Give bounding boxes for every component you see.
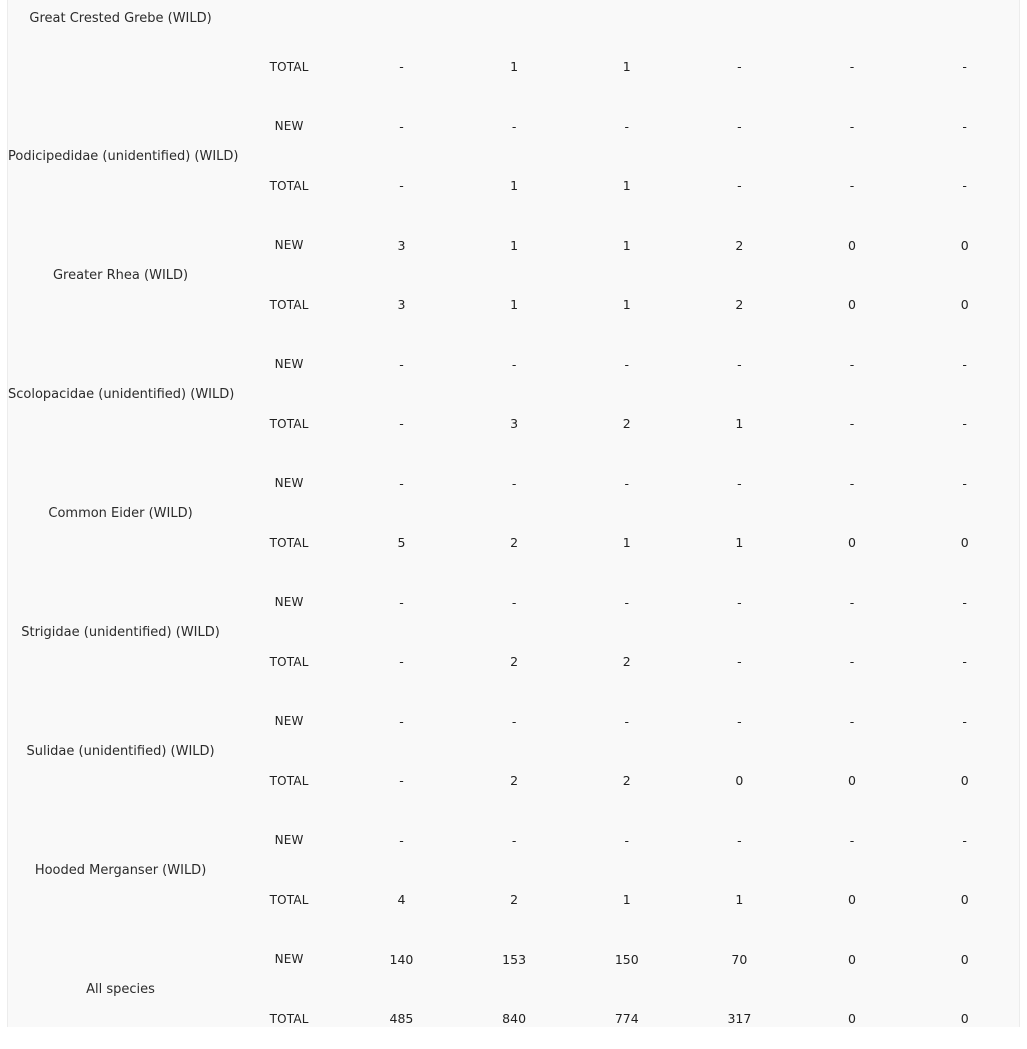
count-cell: 1	[622, 535, 631, 551]
count-cell: -	[849, 594, 855, 610]
row-type-label: TOTAL	[269, 773, 309, 788]
count-cell: -	[737, 59, 742, 75]
species-name: Common Eider (WILD)	[48, 505, 193, 521]
count-cell: 153	[502, 951, 527, 967]
row-type-label: NEW	[274, 119, 304, 134]
count-cell: 2	[510, 535, 519, 551]
count-cell: 2	[622, 654, 631, 670]
count-cell: 2	[510, 892, 519, 908]
count-cell: 1	[735, 416, 744, 432]
count-cell: -	[737, 356, 742, 372]
count-cell: 0	[848, 237, 856, 253]
table-row-total	[8, 37, 1021, 97]
count-cell: -	[849, 178, 855, 194]
table-row-new	[8, 573, 1021, 633]
count-cell: 5	[397, 535, 406, 551]
species-counts-table	[8, 0, 1021, 1049]
row-type-label: TOTAL	[269, 178, 309, 193]
table-row-new	[8, 216, 1021, 276]
count-cell: -	[624, 118, 629, 134]
table-row-new	[8, 97, 1021, 157]
row-type-label: NEW	[274, 476, 304, 491]
count-cell: -	[511, 713, 517, 729]
count-cell: -	[511, 594, 517, 610]
count-cell: 140	[389, 951, 414, 967]
count-cell: -	[962, 654, 967, 670]
count-cell: 0	[960, 237, 969, 253]
count-cell: 3	[397, 237, 406, 253]
count-cell: -	[624, 713, 629, 729]
count-cell: -	[849, 713, 855, 729]
count-cell: -	[511, 475, 517, 491]
count-cell: 2	[510, 654, 519, 670]
count-cell: -	[399, 416, 404, 432]
count-cell: -	[399, 654, 404, 670]
count-cell: -	[737, 654, 742, 670]
species-name: Greater Rhea (WILD)	[52, 267, 189, 283]
row-type-label: NEW	[274, 238, 304, 253]
table-row-new	[8, 930, 1021, 990]
count-cell: 0	[960, 951, 969, 967]
count-cell: -	[399, 118, 404, 134]
count-cell: -	[399, 832, 404, 848]
count-cell: -	[624, 475, 629, 491]
count-cell: -	[962, 59, 967, 75]
row-type-label: TOTAL	[269, 892, 309, 907]
count-cell: -	[737, 475, 742, 491]
species-name: Strigidae (unidentified) (WILD)	[21, 624, 220, 640]
species-table-panel	[7, 0, 1020, 1027]
count-cell: -	[737, 118, 742, 134]
row-type-label: TOTAL	[269, 654, 309, 669]
count-cell: 150	[614, 951, 639, 967]
table-body	[8, 0, 1021, 1049]
count-cell: 1	[735, 892, 744, 908]
count-cell: 0	[848, 892, 856, 908]
count-cell: -	[624, 356, 629, 372]
count-cell: -	[849, 118, 855, 134]
count-cell: 0	[960, 892, 969, 908]
count-cell: -	[399, 475, 404, 491]
count-cell: -	[962, 416, 967, 432]
count-cell: -	[962, 594, 967, 610]
count-cell: 774	[614, 1011, 639, 1027]
count-cell: -	[849, 59, 855, 75]
count-cell: 1	[510, 178, 519, 194]
species-name: Sulidae (unidentified) (WILD)	[26, 743, 215, 759]
count-cell: 1	[510, 59, 519, 75]
count-cell: 0	[960, 1011, 969, 1027]
count-cell: -	[399, 59, 404, 75]
count-cell: 2	[622, 773, 631, 789]
count-cell: 1	[510, 237, 519, 253]
count-cell: 1	[622, 178, 631, 194]
count-cell: 0	[735, 773, 744, 789]
count-cell: -	[399, 713, 404, 729]
count-cell: 1	[622, 297, 631, 313]
count-cell: -	[737, 713, 742, 729]
count-cell: -	[737, 832, 742, 848]
count-cell: 0	[960, 297, 969, 313]
count-cell: -	[511, 832, 517, 848]
table-row-new	[8, 335, 1021, 395]
table-row	[8, 0, 1021, 37]
count-cell: -	[737, 178, 742, 194]
count-cell: -	[962, 713, 967, 729]
species-name: Scolopacidae (unidentified) (WILD)	[8, 386, 235, 402]
count-cell: 1	[622, 892, 631, 908]
count-cell: 2	[735, 237, 744, 253]
count-cell: 0	[960, 535, 969, 551]
row-type-label: TOTAL	[269, 1011, 309, 1026]
row-type-label: TOTAL	[269, 416, 309, 431]
count-cell: -	[962, 356, 967, 372]
count-cell: -	[399, 356, 404, 372]
row-type-label: NEW	[274, 595, 304, 610]
row-type-label: TOTAL	[269, 535, 309, 550]
count-cell: -	[962, 475, 967, 491]
species-name: Hooded Merganser (WILD)	[34, 862, 207, 878]
count-cell: 4	[397, 892, 406, 908]
count-cell: 1	[622, 237, 631, 253]
row-type-label: NEW	[274, 714, 304, 729]
count-cell: 1	[735, 535, 744, 551]
species-name: Great Crested Grebe (WILD)	[29, 11, 212, 26]
count-cell: 1	[510, 297, 519, 313]
count-cell: -	[737, 594, 742, 610]
count-cell: 840	[502, 1011, 527, 1027]
count-cell: -	[511, 118, 517, 134]
count-cell: -	[962, 118, 967, 134]
count-cell: 0	[960, 773, 969, 789]
count-cell: 3	[397, 297, 406, 313]
count-cell: -	[962, 832, 967, 848]
species-name: All species	[86, 981, 155, 997]
count-cell: 2	[622, 416, 631, 432]
count-cell: -	[962, 178, 967, 194]
row-type-label: NEW	[274, 357, 304, 372]
count-cell: -	[511, 356, 517, 372]
count-cell: 317	[727, 1011, 752, 1027]
count-cell: 2	[735, 297, 744, 313]
count-cell: 0	[848, 297, 856, 313]
count-cell: 485	[389, 1011, 414, 1027]
count-cell: -	[849, 475, 855, 491]
row-type-label: NEW	[274, 833, 304, 848]
count-cell: 70	[731, 951, 748, 967]
count-cell: -	[399, 178, 404, 194]
count-cell: -	[849, 654, 855, 670]
count-cell: -	[849, 832, 855, 848]
count-cell: 0	[848, 773, 856, 789]
row-type-label: NEW	[274, 952, 304, 967]
count-cell: -	[849, 356, 855, 372]
table-row-new	[8, 454, 1021, 514]
count-cell: 1	[622, 59, 631, 75]
count-cell: -	[399, 773, 404, 789]
count-cell: 0	[848, 535, 856, 551]
count-cell: -	[399, 594, 404, 610]
count-cell: -	[849, 416, 855, 432]
row-type-label: TOTAL	[269, 59, 309, 74]
table-row-new	[8, 692, 1021, 752]
count-cell: 0	[848, 1011, 856, 1027]
count-cell: -	[624, 832, 629, 848]
count-cell: -	[624, 594, 629, 610]
count-cell: 2	[510, 773, 519, 789]
row-type-label: TOTAL	[269, 297, 309, 312]
count-cell: 0	[848, 951, 856, 967]
count-cell: 3	[510, 416, 519, 432]
table-row-new	[8, 811, 1021, 871]
species-name: Podicipedidae (unidentified) (WILD)	[8, 148, 239, 164]
